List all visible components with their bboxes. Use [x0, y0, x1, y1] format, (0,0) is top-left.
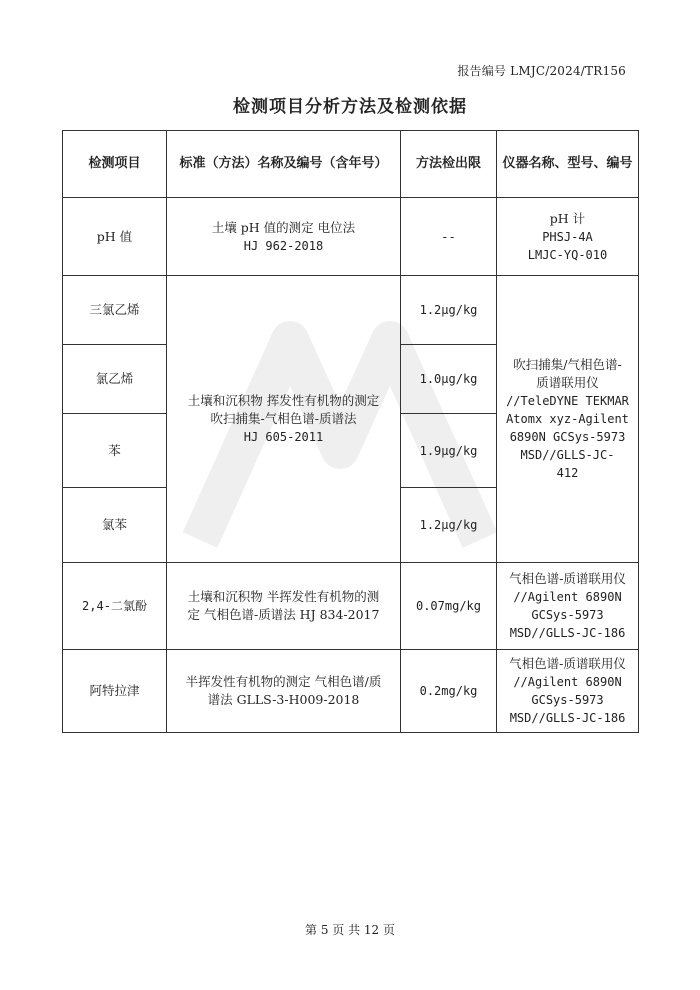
- instrument-line: MSD//GLLS-JC-186: [509, 626, 626, 640]
- page-number: 第 5 页 共 12 页: [305, 923, 395, 937]
- method-line: 吹扫捕集-气相色谱-质谱法: [210, 411, 357, 426]
- instrument-line: 气相色谱-质谱联用仪: [509, 571, 626, 586]
- page-title: 检测项目分析方法及检测依据: [233, 97, 467, 117]
- report-number: 报告编号 LMJC/2024/TR156: [457, 64, 626, 78]
- instrument-cell: [497, 650, 639, 733]
- method-cell: [167, 198, 401, 276]
- header-instrument: 仪器名称、型号、编号: [497, 131, 639, 198]
- method-line: 土壤和沉积物 半挥发性有机物的测: [187, 589, 380, 604]
- instrument-line: //Agilent 6890N: [513, 675, 622, 689]
- table-row: [63, 563, 639, 650]
- method-cell: [167, 563, 401, 650]
- instrument-cell: [497, 563, 639, 650]
- instrument-line: 质谱联用仪: [536, 375, 599, 390]
- limit-cell: 1.2μg/kg: [401, 488, 497, 563]
- method-line: 土壤 pH 值的测定 电位法: [211, 219, 356, 235]
- item-cell: 2,4-二氯酚: [63, 563, 167, 650]
- instrument-line: 412: [556, 466, 579, 480]
- limit-cell: --: [401, 198, 497, 276]
- method-line: 土壤和沉积物 挥发性有机物的测定: [187, 393, 380, 408]
- item-cell: 氯苯: [63, 488, 167, 563]
- limit-cell: 0.2mg/kg: [401, 650, 497, 733]
- instrument-line: LMJC-YQ-010: [527, 247, 608, 262]
- limit-cell: 1.9μg/kg: [401, 414, 497, 488]
- instrument-line: pH 计: [549, 210, 586, 226]
- instrument-line: 6890N GCSys-5973: [509, 430, 626, 444]
- limit-cell: 0.07mg/kg: [401, 563, 497, 650]
- item-cell: 阿特拉津: [63, 650, 167, 733]
- table-header-row: [63, 131, 639, 198]
- item-cell: 氯乙烯: [63, 345, 167, 414]
- instrument-line: //Agilent 6890N: [513, 590, 622, 604]
- methods-table: [62, 130, 639, 733]
- item-cell: 苯: [63, 414, 167, 488]
- table-row: [63, 198, 639, 276]
- method-line: HJ 962-2018: [243, 238, 324, 253]
- instrument-line: GCSys-5973: [531, 693, 604, 707]
- instrument-line: 吹扫捕集/气相色谱-: [513, 357, 622, 372]
- item-cell: pH 值: [63, 198, 167, 276]
- table-row: [63, 650, 639, 733]
- method-line: 谱法 GLLS-3-H009-2018: [207, 692, 360, 707]
- limit-cell: 1.2μg/kg: [401, 276, 497, 345]
- header-limit: 方法检出限: [401, 131, 497, 198]
- instrument-line: PHSJ-4A: [542, 229, 593, 244]
- method-cell: [167, 276, 401, 563]
- limit-cell: 1.0μg/kg: [401, 345, 497, 414]
- method-cell: [167, 650, 401, 733]
- instrument-line: MSD//GLLS-JC-: [520, 448, 615, 462]
- instrument-cell: [497, 276, 639, 563]
- header-method: 标准（方法）名称及编号（含年号）: [167, 131, 401, 198]
- table-row: [63, 276, 639, 345]
- method-line: 定 气相色谱-质谱法 HJ 834-2017: [187, 607, 380, 622]
- item-cell: 三氯乙烯: [63, 276, 167, 345]
- instrument-line: 气相色谱-质谱联用仪: [509, 656, 626, 671]
- instrument-line: Atomx xyz-Agilent: [506, 412, 629, 426]
- method-line: 半挥发性有机物的测定 气相色谱/质: [185, 674, 382, 689]
- instrument-cell: [497, 198, 639, 276]
- instrument-line: //TeleDYNE TEKMAR: [506, 394, 629, 408]
- instrument-line: GCSys-5973: [531, 608, 604, 622]
- method-line: HJ 605-2011: [243, 430, 324, 444]
- header-item: 检测项目: [63, 131, 167, 198]
- instrument-line: MSD//GLLS-JC-186: [509, 711, 626, 725]
